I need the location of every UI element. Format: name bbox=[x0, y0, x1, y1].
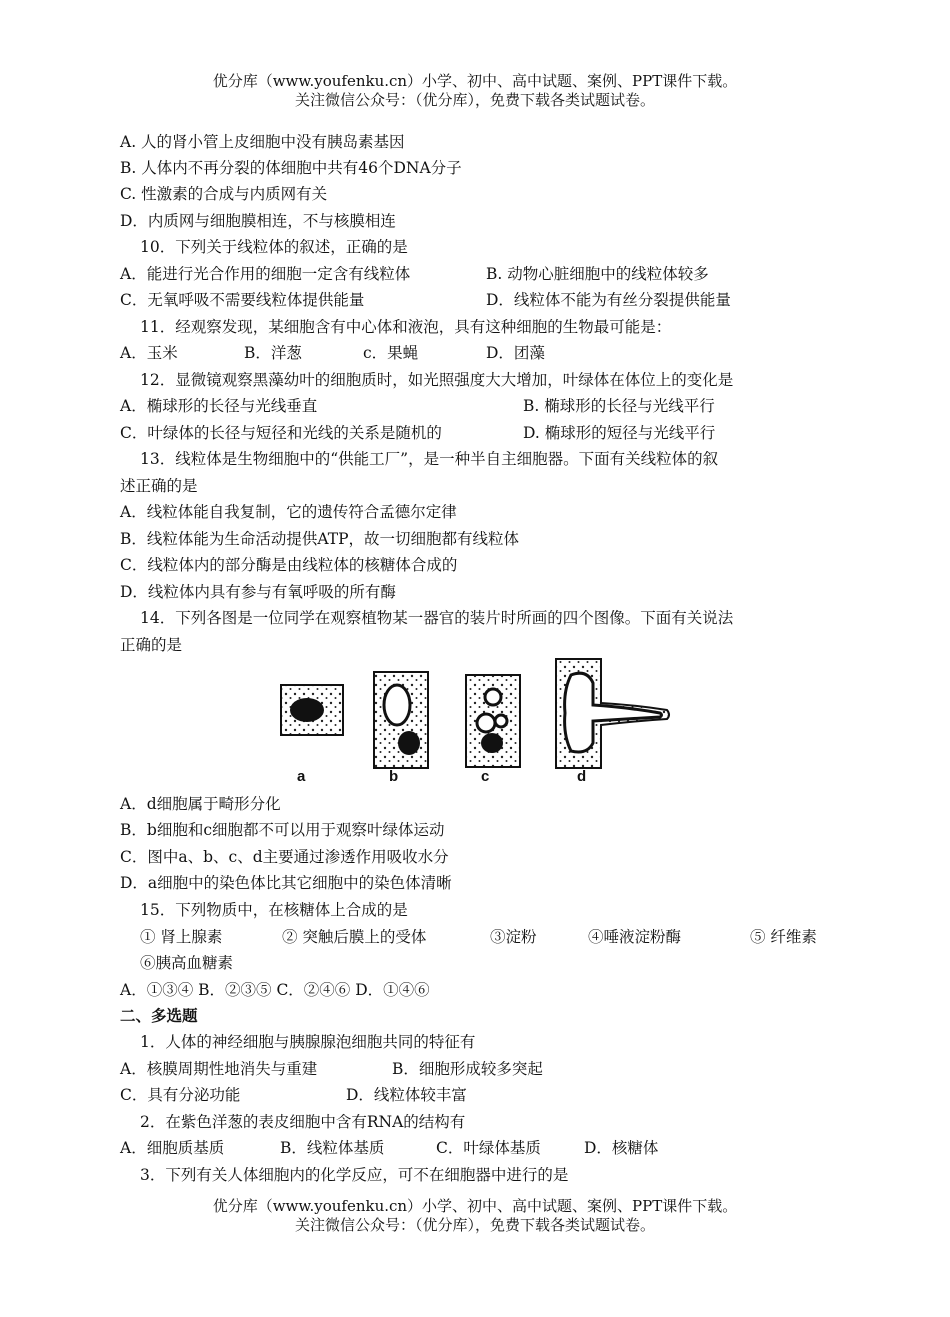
m2-option-b: B．线粒体基质 bbox=[280, 1139, 385, 1157]
q12-option-a: A．椭球形的长径与光线垂直 bbox=[120, 397, 318, 415]
q12-option-d: D. 椭球形的短径与光线平行 bbox=[523, 424, 716, 442]
q14-option-c: C．图中a、b、c、d主要通过渗透作用吸收水分 bbox=[120, 848, 449, 866]
q15-item-3: ③淀粉 bbox=[490, 928, 537, 946]
m2-option-d: D．核糖体 bbox=[584, 1139, 659, 1157]
q13-option-c: C．线粒体内的部分酶是由线粒体的核糖体合成的 bbox=[120, 556, 458, 574]
q12-row2 bbox=[120, 423, 716, 443]
cell-c-drawing bbox=[466, 675, 520, 767]
cell-b-drawing bbox=[374, 672, 428, 768]
m2-stem: 2．在紫色洋葱的表皮细胞中含有RNA的结构有 bbox=[140, 1113, 466, 1131]
q13-option-a: A．线粒体能自我复制，它的遗传符合孟德尔定律 bbox=[120, 503, 457, 521]
m2-option-a: A．细胞质基质 bbox=[120, 1139, 225, 1157]
q15-item-2: ② 突触后膜上的受体 bbox=[282, 928, 427, 946]
cell-d-drawing bbox=[556, 659, 669, 768]
footer-line-1: 优分库（www.youfenku.cn）小学、初中、高中试题、案例、PPT课件下载。 bbox=[212, 1197, 738, 1215]
q12-option-b: B. 椭球形的长径与光线平行 bbox=[523, 397, 715, 415]
m1-option-d: D．线粒体较丰富 bbox=[346, 1086, 467, 1104]
q9-option-b: B. 人体内不再分裂的体细胞中共有46个DNA分子 bbox=[120, 159, 462, 177]
q15-items bbox=[140, 927, 817, 947]
q10-stem: 10．下列关于线粒体的叙述，正确的是 bbox=[140, 238, 408, 256]
q11-option-c: c．果蝇 bbox=[363, 344, 419, 362]
q9-option-c: C. 性激素的合成与内质网有关 bbox=[120, 185, 328, 203]
q12-option-c: C．叶绿体的长径与短径和光线的关系是随机的 bbox=[120, 424, 442, 442]
q11-options bbox=[120, 343, 545, 363]
q14-stem-1: 14．下列各图是一位同学在观察植物某一器官的装片时所画的四个图像。下面有关说法 bbox=[140, 609, 734, 627]
q11-option-a: A．玉米 bbox=[120, 344, 178, 362]
m1-row1 bbox=[120, 1059, 543, 1079]
q10-row2 bbox=[120, 290, 731, 310]
q15-stem: 15．下列物质中，在核糖体上合成的是 bbox=[140, 901, 408, 919]
section-2-title: 二、多选题 bbox=[120, 1006, 198, 1025]
m3-stem: 3．下列有关人体细胞内的化学反应，可不在细胞器中进行的是 bbox=[140, 1166, 569, 1184]
q11-stem: 11．经观察发现，某细胞含有中心体和液泡，具有这种细胞的生物最可能是： bbox=[140, 318, 672, 336]
q13-option-b: B．线粒体能为生命活动提供ATP，故一切细胞都有线粒体 bbox=[120, 530, 520, 548]
m1-stem: 1．人体的神经细胞与胰腺腺泡细胞共同的特征有 bbox=[140, 1033, 476, 1051]
q10-option-a: A．能进行光合作用的细胞一定含有线粒体 bbox=[120, 265, 411, 283]
m1-option-b: B．细胞形成较多突起 bbox=[392, 1060, 543, 1078]
q13-stem-1: 13．线粒体是生物细胞中的“供能工厂”，是一种半自主细胞器。下面有关线粒体的叙 bbox=[140, 450, 719, 468]
q14-option-d: D．a细胞中的染色体比其它细胞中的染色体清晰 bbox=[120, 874, 452, 892]
figure-label-a: a bbox=[297, 768, 306, 785]
footer-line-2: 关注微信公众号：（优分库），免费下载各类试题试卷。 bbox=[294, 1216, 655, 1234]
figure-label-c: c bbox=[481, 768, 490, 785]
q14-option-b: B．b细胞和c细胞都不可以用于观察叶绿体运动 bbox=[120, 821, 445, 839]
figure-label-b: b bbox=[389, 768, 399, 785]
q12-stem: 12．显微镜观察黑藻幼叶的细胞质时，如光照强度大大增加，叶绿体在体位上的变化是 bbox=[140, 371, 734, 389]
q15-item-4: ④唾液淀粉酶 bbox=[588, 928, 682, 946]
q14-stem-2: 正确的是 bbox=[120, 636, 183, 654]
q15-item-5: ⑤ 纤维素 bbox=[750, 928, 817, 946]
cell-a-drawing bbox=[281, 685, 343, 735]
q11-option-d: D．团藻 bbox=[486, 344, 545, 362]
m1-option-c: C．具有分泌功能 bbox=[120, 1086, 241, 1104]
q9-option-d: D．内质网与细胞膜相连，不与核膜相连 bbox=[120, 212, 396, 230]
m2-option-c: C．叶绿体基质 bbox=[436, 1139, 541, 1157]
q15-options: A．①③④ B．②③⑤ C．②④⑥ D．①④⑥ bbox=[120, 981, 430, 999]
q15-item-6: ⑥胰高血糖素 bbox=[140, 954, 234, 972]
header-line-1: 优分库（www.youfenku.cn）小学、初中、高中试题、案例、PPT课件下载。 bbox=[212, 72, 738, 90]
q10-option-d: D．线粒体不能为有丝分裂提供能量 bbox=[486, 291, 731, 309]
q15-item-1: ① 肾上腺素 bbox=[140, 928, 223, 946]
q10-row1 bbox=[120, 264, 709, 284]
header-line-2: 关注微信公众号：（优分库），免费下载各类试题试卷。 bbox=[294, 91, 655, 109]
m1-row2 bbox=[120, 1085, 467, 1105]
q13-stem-2: 述正确的是 bbox=[120, 477, 198, 495]
q9-option-a: A. 人的肾小管上皮细胞中没有胰岛素基因 bbox=[120, 133, 405, 151]
q14-option-a: A．d细胞属于畸形分化 bbox=[120, 795, 281, 813]
cell-figure bbox=[275, 655, 675, 787]
q11-option-b: B．洋葱 bbox=[244, 344, 302, 362]
m1-option-a: A．核膜周期性地消失与重建 bbox=[120, 1060, 318, 1078]
q13-option-d: D．线粒体内具有参与有氧呼吸的所有酶 bbox=[120, 583, 396, 601]
q10-option-b: B. 动物心脏细胞中的线粒体较多 bbox=[486, 265, 709, 283]
q10-option-c: C．无氧呼吸不需要线粒体提供能量 bbox=[120, 291, 365, 309]
q12-row1 bbox=[120, 396, 715, 416]
figure-label-d: d bbox=[577, 768, 587, 785]
m2-options bbox=[120, 1138, 659, 1158]
